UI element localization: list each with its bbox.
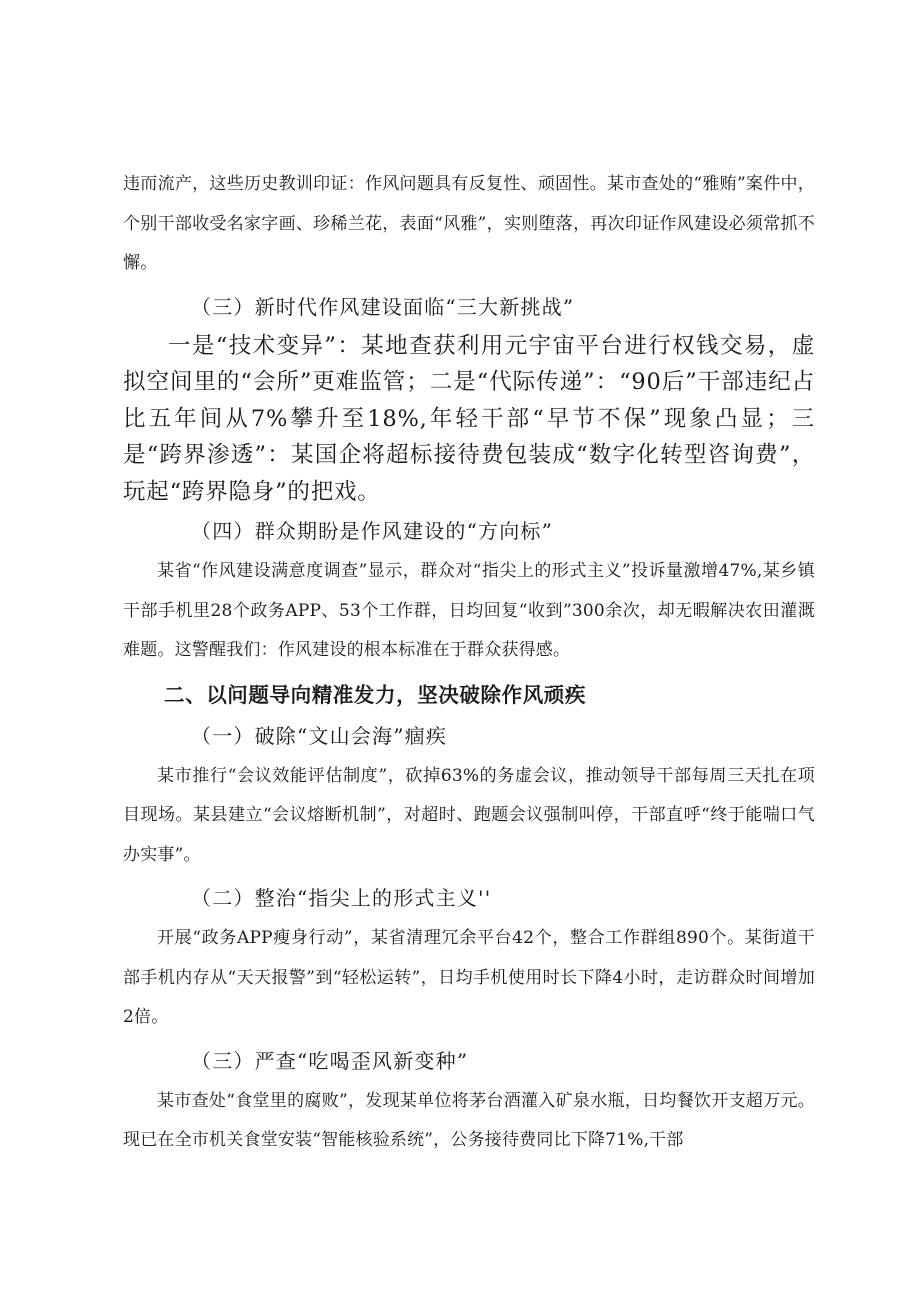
paragraph-app-slimming: 开展“政务APP瘦身行动”，某省清理冗余平台42个，整合工作群组890个。某街道干部手机内存从“天天报警”到“轻松运转”，日均手机使用时长下降4小时，走访群众时间增加2倍。 (123, 928, 815, 1027)
paragraph-history-lesson: 违而流产，这些历史教训印证：作风问题具有反复性、顽固性。某市查处的“雅贿”案件中，个别干部收受名家字画、珍稀兰花，表面“风雅”，实则堕落，再次印证作风建设必须常抓不懈。 (123, 174, 815, 273)
section-heading-problem-oriented: 二、以问题导向精准发力，坚决破除作风顽疾 (164, 682, 586, 707)
paragraph-canteen-corruption: 某市查处“食堂里的腐败”，发现某单位将茅台酒灌入矿泉水瓶，日均餐饮开支超万元。现已在全市机关食堂安装“智能核验系统”，公务接待费同比下降71%,干部 (123, 1090, 815, 1150)
subheading-meetings-documents: （一）破除“文山会海”痼疾 (191, 723, 448, 748)
paragraph-three-challenges: 一是“技术变异”：某地查获利用元宇宙平台进行权钱交易，虚拟空间里的“会所”更难监管；二是“代际传递”：“90后”干部违纪占比五年间从7%攀升至18%,年轻干部“早节不保”现象凸显；三是“跨界渗透”：某国企将超标接待费包装成“数字化转型咨询费”，玩起“跨界隐身”的把戏。 (123, 332, 815, 505)
subheading-fingertip-formalism: （二）整治“指尖上的形式主义'' (191, 886, 492, 910)
subheading-three-new-challenges: （三）新时代作风建设面临“三大新挑战” (191, 294, 575, 319)
paragraph-satisfaction-survey: 某省“作风建设满意度调查”显示，群众对“指尖上的形式主义”投诉量激增47%,某乡镇干部手机里28个政务APP、53个工作群，日均回复“收到”300余次，却无暇解决农田灌溉难题。这警醒我们：作风建设的根本标准在于群众获得感。 (123, 561, 815, 660)
paragraph-meeting-reform: 某市推行“会议效能评估制度”，砍掉63%的务虚会议，推动领导干部每周三天扎在项目现场。某县建立“会议熔断机制”，对超时、跑题会议强制叫停，干部直呼“终于能喘口气办实事”。 (123, 765, 815, 865)
subheading-public-expectations: （四）群众期盼是作风建设的“方向标” (191, 519, 554, 543)
subheading-dining-misconduct: （三）严查“吃喝歪风新变种” (191, 1048, 469, 1073)
